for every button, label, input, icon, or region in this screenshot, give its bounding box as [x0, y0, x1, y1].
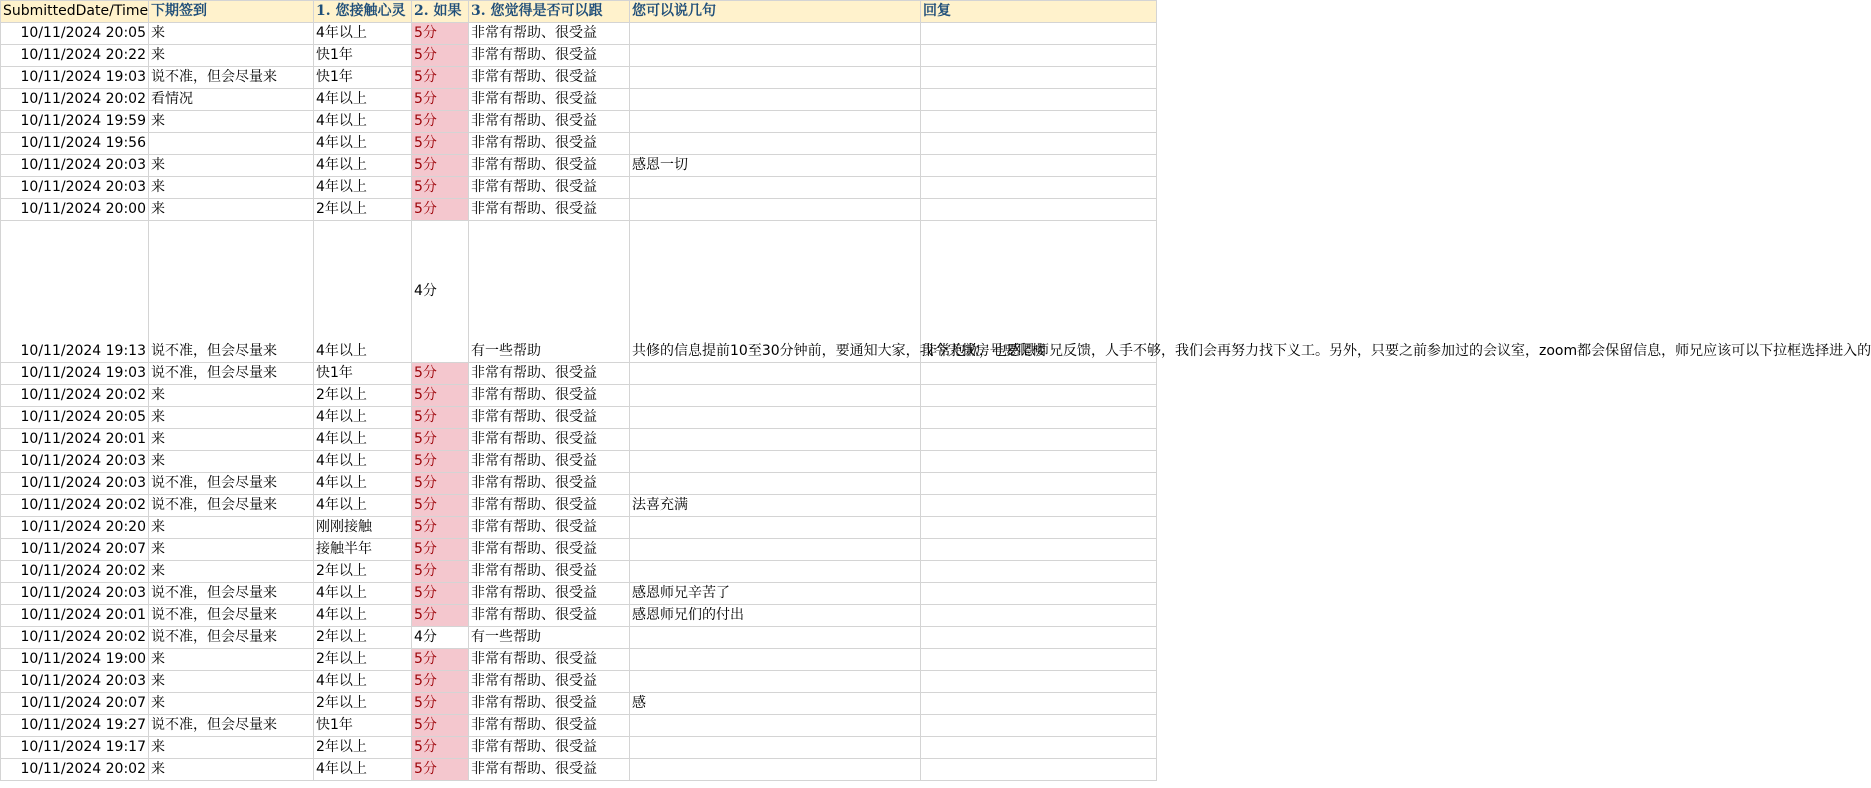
q3-cell[interactable]: 非常有帮助、很受益	[469, 759, 630, 781]
checkin-cell[interactable]: 来	[149, 23, 314, 45]
checkin-cell[interactable]: 来	[149, 671, 314, 693]
q3-cell[interactable]: 非常有帮助、很受益	[469, 605, 630, 627]
comment-cell[interactable]	[630, 111, 921, 133]
q1-cell[interactable]: 4年以上	[314, 155, 412, 177]
column-header-q2[interactable]: 2. 如果	[412, 1, 469, 23]
table-row	[1, 759, 1157, 781]
comment-cell[interactable]	[630, 451, 921, 473]
reply-cell[interactable]	[921, 23, 1157, 45]
q1-cell[interactable]: 快1年	[314, 45, 412, 67]
reply-cell[interactable]	[921, 385, 1157, 407]
checkin-cell[interactable]	[149, 133, 314, 155]
q1-cell[interactable]: 4年以上	[314, 429, 412, 451]
comment-cell[interactable]	[630, 177, 921, 199]
column-header-submitted[interactable]: SubmittedDate/Time	[1, 1, 149, 23]
table-row	[1, 45, 1157, 67]
q1-cell[interactable]: 快1年	[314, 67, 412, 89]
table-row	[1, 473, 1157, 495]
q3-cell[interactable]: 非常有帮助、很受益	[469, 429, 630, 451]
checkin-cell[interactable]: 来	[149, 385, 314, 407]
reply-cell[interactable]	[921, 199, 1157, 221]
q1-cell[interactable]: 4年以上	[314, 177, 412, 199]
checkin-cell[interactable]: 说不准，但会尽量来	[149, 605, 314, 627]
q3-cell[interactable]: 非常有帮助、很受益	[469, 199, 630, 221]
comment-cell[interactable]: 共修的信息提前10至30分钟前，要通知大家，我今天找房号要爬楼	[630, 221, 921, 363]
q3-cell[interactable]: 非常有帮助、很受益	[469, 67, 630, 89]
table-body	[1, 23, 1871, 781]
reply-cell[interactable]	[921, 473, 1157, 495]
submitted-cell[interactable]: 10/11/2024 20:02	[1, 385, 149, 407]
q3-cell[interactable]: 非常有帮助、很受益	[469, 111, 630, 133]
checkin-cell[interactable]: 来	[149, 111, 314, 133]
q2-score-cell[interactable]: 5分	[412, 495, 469, 517]
comment-cell[interactable]	[630, 759, 921, 781]
reply-cell[interactable]	[921, 495, 1157, 517]
table-row	[1, 561, 1157, 583]
table-row	[1, 385, 1157, 407]
table-row	[1, 429, 1157, 451]
submitted-cell[interactable]: 10/11/2024 20:01	[1, 605, 149, 627]
comment-cell[interactable]	[630, 627, 921, 649]
q1-cell[interactable]: 4年以上	[314, 583, 412, 605]
q2-score-cell[interactable]: 5分	[412, 363, 469, 385]
reply-cell[interactable]	[921, 539, 1157, 561]
comment-cell[interactable]	[630, 23, 921, 45]
q1-cell[interactable]: 4年以上	[314, 451, 412, 473]
column-header-reply[interactable]: 回复	[921, 1, 1157, 23]
comment-cell[interactable]	[630, 89, 921, 111]
table-row	[1, 67, 1157, 89]
column-header-comment[interactable]: 您可以说几句	[630, 1, 921, 23]
q3-cell[interactable]: 非常有帮助、很受益	[469, 155, 630, 177]
submitted-cell[interactable]: 10/11/2024 20:03	[1, 177, 149, 199]
reply-cell[interactable]	[921, 561, 1157, 583]
q2-score-cell[interactable]: 5分	[412, 199, 469, 221]
q1-cell[interactable]: 4年以上	[314, 495, 412, 517]
q1-cell[interactable]: 4年以上	[314, 221, 412, 363]
table-row	[1, 517, 1157, 539]
table-row	[1, 451, 1157, 473]
q3-cell[interactable]: 非常有帮助、很受益	[469, 715, 630, 737]
q2-score-cell[interactable]: 5分	[412, 737, 469, 759]
comment-cell[interactable]	[630, 671, 921, 693]
q1-cell[interactable]: 4年以上	[314, 23, 412, 45]
table-row	[1, 495, 1157, 517]
checkin-cell[interactable]: 来	[149, 649, 314, 671]
q2-score-cell[interactable]: 5分	[412, 67, 469, 89]
q2-score-cell[interactable]: 5分	[412, 583, 469, 605]
table-row	[1, 737, 1157, 759]
q1-cell[interactable]: 快1年	[314, 363, 412, 385]
column-header-q1[interactable]: 1. 您接触心灵	[314, 1, 412, 23]
submitted-cell[interactable]: 10/11/2024 20:03	[1, 671, 149, 693]
table-row	[1, 407, 1157, 429]
q3-cell[interactable]: 非常有帮助、很受益	[469, 649, 630, 671]
q3-cell[interactable]: 非常有帮助、很受益	[469, 177, 630, 199]
q3-cell[interactable]: 非常有帮助、很受益	[469, 539, 630, 561]
q2-score-cell[interactable]: 5分	[412, 605, 469, 627]
q2-score-cell[interactable]: 5分	[412, 89, 469, 111]
q3-cell[interactable]: 非常有帮助、很受益	[469, 671, 630, 693]
q2-score-cell[interactable]: 5分	[412, 23, 469, 45]
reply-cell[interactable]	[921, 693, 1157, 715]
q1-cell[interactable]: 2年以上	[314, 385, 412, 407]
q3-cell[interactable]: 非常有帮助、很受益	[469, 495, 630, 517]
checkin-cell[interactable]: 说不准，但会尽量来	[149, 715, 314, 737]
submitted-cell[interactable]: 10/11/2024 20:03	[1, 583, 149, 605]
q2-score-cell[interactable]: 4分	[412, 221, 469, 363]
q2-score-cell[interactable]: 5分	[412, 649, 469, 671]
comment-cell[interactable]	[630, 45, 921, 67]
comment-cell[interactable]	[630, 363, 921, 385]
q3-cell[interactable]: 非常有帮助、很受益	[469, 693, 630, 715]
q1-cell[interactable]: 4年以上	[314, 407, 412, 429]
q3-cell[interactable]: 非常有帮助、很受益	[469, 89, 630, 111]
submitted-cell[interactable]: 10/11/2024 20:02	[1, 495, 149, 517]
q1-cell[interactable]: 快1年	[314, 715, 412, 737]
submitted-cell[interactable]: 10/11/2024 20:01	[1, 429, 149, 451]
table-row	[1, 133, 1157, 155]
q1-cell[interactable]: 4年以上	[314, 473, 412, 495]
checkin-cell[interactable]: 来	[149, 539, 314, 561]
comment-cell[interactable]: 感恩一切	[630, 155, 921, 177]
comment-cell[interactable]	[630, 133, 921, 155]
q3-cell[interactable]: 非常有帮助、很受益	[469, 583, 630, 605]
table-row	[1, 111, 1157, 133]
q2-score-cell[interactable]: 5分	[412, 693, 469, 715]
header-row	[1, 1, 1157, 23]
reply-cell[interactable]	[921, 517, 1157, 539]
reply-cell[interactable]	[921, 133, 1157, 155]
q1-cell[interactable]: 4年以上	[314, 111, 412, 133]
checkin-cell[interactable]: 来	[149, 155, 314, 177]
q3-cell[interactable]: 非常有帮助、很受益	[469, 737, 630, 759]
q2-score-cell[interactable]: 5分	[412, 671, 469, 693]
reply-cell[interactable]	[921, 429, 1157, 451]
q3-cell[interactable]: 非常有帮助、很受益	[469, 473, 630, 495]
submitted-cell[interactable]: 10/11/2024 19:00	[1, 649, 149, 671]
q3-cell[interactable]: 非常有帮助、很受益	[469, 407, 630, 429]
q1-cell[interactable]: 4年以上	[314, 759, 412, 781]
q1-cell[interactable]: 2年以上	[314, 627, 412, 649]
table-row	[1, 363, 1157, 385]
comment-cell[interactable]: 法喜充满	[630, 495, 921, 517]
q3-cell[interactable]: 非常有帮助、很受益	[469, 385, 630, 407]
q2-score-cell[interactable]: 5分	[412, 177, 469, 199]
comment-cell[interactable]	[630, 649, 921, 671]
comment-cell[interactable]	[630, 67, 921, 89]
q2-score-cell[interactable]: 5分	[412, 715, 469, 737]
q2-score-cell[interactable]: 5分	[412, 45, 469, 67]
submitted-cell[interactable]: 10/11/2024 19:59	[1, 111, 149, 133]
q3-cell[interactable]: 有一些帮助	[469, 221, 630, 363]
column-header-checkin[interactable]: 下期签到	[149, 1, 314, 23]
checkin-cell[interactable]: 来	[149, 199, 314, 221]
comment-cell[interactable]	[630, 473, 921, 495]
table-row	[1, 649, 1157, 671]
q2-score-cell[interactable]: 5分	[412, 407, 469, 429]
reply-cell[interactable]	[921, 715, 1157, 737]
q3-cell[interactable]: 非常有帮助、很受益	[469, 561, 630, 583]
table-row	[1, 199, 1157, 221]
table-row	[1, 155, 1157, 177]
table-row	[1, 693, 1157, 715]
q2-score-cell[interactable]: 5分	[412, 517, 469, 539]
comment-cell[interactable]: 感	[630, 693, 921, 715]
q3-cell[interactable]: 有一些帮助	[469, 627, 630, 649]
reply-cell[interactable]	[921, 649, 1157, 671]
submitted-cell[interactable]: 10/11/2024 20:20	[1, 517, 149, 539]
reply-cell[interactable]	[921, 407, 1157, 429]
q3-cell[interactable]: 非常有帮助、很受益	[469, 133, 630, 155]
table-row	[1, 583, 1157, 605]
reply-cell[interactable]	[921, 759, 1157, 781]
reply-cell[interactable]	[921, 671, 1157, 693]
checkin-cell[interactable]: 说不准，但会尽量来	[149, 67, 314, 89]
submitted-cell[interactable]: 10/11/2024 20:02	[1, 759, 149, 781]
submitted-cell[interactable]: 10/11/2024 20:22	[1, 45, 149, 67]
submitted-cell[interactable]: 10/11/2024 20:02	[1, 627, 149, 649]
q2-score-cell[interactable]: 5分	[412, 155, 469, 177]
table-row	[1, 605, 1157, 627]
submitted-cell[interactable]: 10/11/2024 19:27	[1, 715, 149, 737]
table-row	[1, 221, 1157, 363]
table-row	[1, 89, 1157, 111]
submitted-cell[interactable]: 10/11/2024 19:13	[1, 221, 149, 363]
column-header-q3[interactable]: 3. 您觉得是否可以跟	[469, 1, 630, 23]
q1-cell[interactable]: 2年以上	[314, 649, 412, 671]
reply-cell[interactable]	[921, 451, 1157, 473]
table-row	[1, 177, 1157, 199]
checkin-cell[interactable]: 来	[149, 177, 314, 199]
reply-cell[interactable]	[921, 737, 1157, 759]
table-row	[1, 715, 1157, 737]
checkin-cell[interactable]: 来	[149, 451, 314, 473]
q1-cell[interactable]: 2年以上	[314, 693, 412, 715]
q2-score-cell[interactable]: 5分	[412, 759, 469, 781]
checkin-cell[interactable]: 说不准，但会尽量来	[149, 473, 314, 495]
comment-cell[interactable]: 感恩师兄辛苦了	[630, 583, 921, 605]
checkin-cell[interactable]: 来	[149, 429, 314, 451]
submitted-cell[interactable]: 10/11/2024 20:03	[1, 473, 149, 495]
q3-cell[interactable]: 非常有帮助、很受益	[469, 45, 630, 67]
table-row	[1, 23, 1157, 45]
comment-cell[interactable]	[630, 385, 921, 407]
checkin-cell[interactable]: 来	[149, 693, 314, 715]
submitted-cell[interactable]: 10/11/2024 19:56	[1, 133, 149, 155]
comment-cell[interactable]	[630, 407, 921, 429]
q2-score-cell[interactable]: 5分	[412, 451, 469, 473]
reply-cell[interactable]	[921, 605, 1157, 627]
submitted-cell[interactable]: 10/11/2024 20:02	[1, 89, 149, 111]
q2-score-cell[interactable]: 5分	[412, 111, 469, 133]
reply-cell[interactable]	[921, 583, 1157, 605]
submitted-cell[interactable]: 10/11/2024 20:03	[1, 451, 149, 473]
checkin-cell[interactable]: 说不准，但会尽量来	[149, 221, 314, 363]
reply-cell[interactable]	[921, 627, 1157, 649]
checkin-cell[interactable]: 说不准，但会尽量来	[149, 583, 314, 605]
q2-score-cell[interactable]: 5分	[412, 133, 469, 155]
checkin-cell[interactable]: 来	[149, 759, 314, 781]
reply-cell[interactable]	[921, 177, 1157, 199]
reply-cell[interactable]	[921, 45, 1157, 67]
comment-cell[interactable]	[630, 561, 921, 583]
q3-cell[interactable]: 非常有帮助、很受益	[469, 451, 630, 473]
q1-cell[interactable]: 接触半年	[314, 539, 412, 561]
submitted-cell[interactable]: 10/11/2024 19:03	[1, 363, 149, 385]
checkin-cell[interactable]: 来	[149, 737, 314, 759]
reply-cell[interactable]: 非常抱歉，也感恩师兄反馈，人手不够，我们会再努力找下义工。另外，只要之前参加过的会议室，zoom都会保留信息，师兄应该可以下拉框选择进入的	[921, 221, 1157, 363]
submitted-cell[interactable]: 10/11/2024 20:00	[1, 199, 149, 221]
checkin-cell[interactable]: 来	[149, 407, 314, 429]
table-row	[1, 671, 1157, 693]
reply-cell[interactable]	[921, 89, 1157, 111]
q1-cell[interactable]: 4年以上	[314, 133, 412, 155]
q1-cell[interactable]: 4年以上	[314, 605, 412, 627]
submitted-cell[interactable]: 10/11/2024 20:03	[1, 155, 149, 177]
reply-cell[interactable]	[921, 67, 1157, 89]
q2-score-cell[interactable]: 5分	[412, 561, 469, 583]
checkin-cell[interactable]: 说不准，但会尽量来	[149, 363, 314, 385]
submitted-cell[interactable]: 10/11/2024 20:07	[1, 693, 149, 715]
q2-score-cell[interactable]: 5分	[412, 473, 469, 495]
submitted-cell[interactable]: 10/11/2024 20:02	[1, 561, 149, 583]
q3-cell[interactable]: 非常有帮助、很受益	[469, 517, 630, 539]
table-row	[1, 539, 1157, 561]
checkin-cell[interactable]: 看情况	[149, 89, 314, 111]
comment-cell[interactable]	[630, 199, 921, 221]
submitted-cell[interactable]: 10/11/2024 20:05	[1, 407, 149, 429]
checkin-cell[interactable]: 说不准，但会尽量来	[149, 495, 314, 517]
comment-cell[interactable]	[630, 715, 921, 737]
reply-cell[interactable]	[921, 155, 1157, 177]
checkin-cell[interactable]: 来	[149, 561, 314, 583]
table-row	[1, 627, 1157, 649]
checkin-cell[interactable]: 说不准，但会尽量来	[149, 627, 314, 649]
comment-cell[interactable]: 感恩师兄们的付出	[630, 605, 921, 627]
comment-cell[interactable]	[630, 429, 921, 451]
submitted-cell[interactable]: 10/11/2024 19:03	[1, 67, 149, 89]
q1-cell[interactable]: 4年以上	[314, 89, 412, 111]
q1-cell[interactable]: 刚刚接触	[314, 517, 412, 539]
submitted-cell[interactable]: 10/11/2024 19:17	[1, 737, 149, 759]
q1-cell[interactable]: 2年以上	[314, 737, 412, 759]
submitted-cell[interactable]: 10/11/2024 20:05	[1, 23, 149, 45]
comment-cell[interactable]	[630, 517, 921, 539]
submitted-cell[interactable]: 10/11/2024 20:07	[1, 539, 149, 561]
reply-cell[interactable]	[921, 111, 1157, 133]
comment-cell[interactable]	[630, 737, 921, 759]
checkin-cell[interactable]: 来	[149, 45, 314, 67]
q2-score-cell[interactable]: 5分	[412, 385, 469, 407]
comment-cell[interactable]	[630, 539, 921, 561]
reply-cell[interactable]	[921, 363, 1157, 385]
q3-cell[interactable]: 非常有帮助、很受益	[469, 23, 630, 45]
q1-cell[interactable]: 4年以上	[314, 671, 412, 693]
q2-score-cell[interactable]: 5分	[412, 429, 469, 451]
checkin-cell[interactable]: 来	[149, 517, 314, 539]
q2-score-cell[interactable]: 4分	[412, 627, 469, 649]
q2-score-cell[interactable]: 5分	[412, 539, 469, 561]
q3-cell[interactable]: 非常有帮助、很受益	[469, 363, 630, 385]
q1-cell[interactable]: 2年以上	[314, 199, 412, 221]
q1-cell[interactable]: 2年以上	[314, 561, 412, 583]
